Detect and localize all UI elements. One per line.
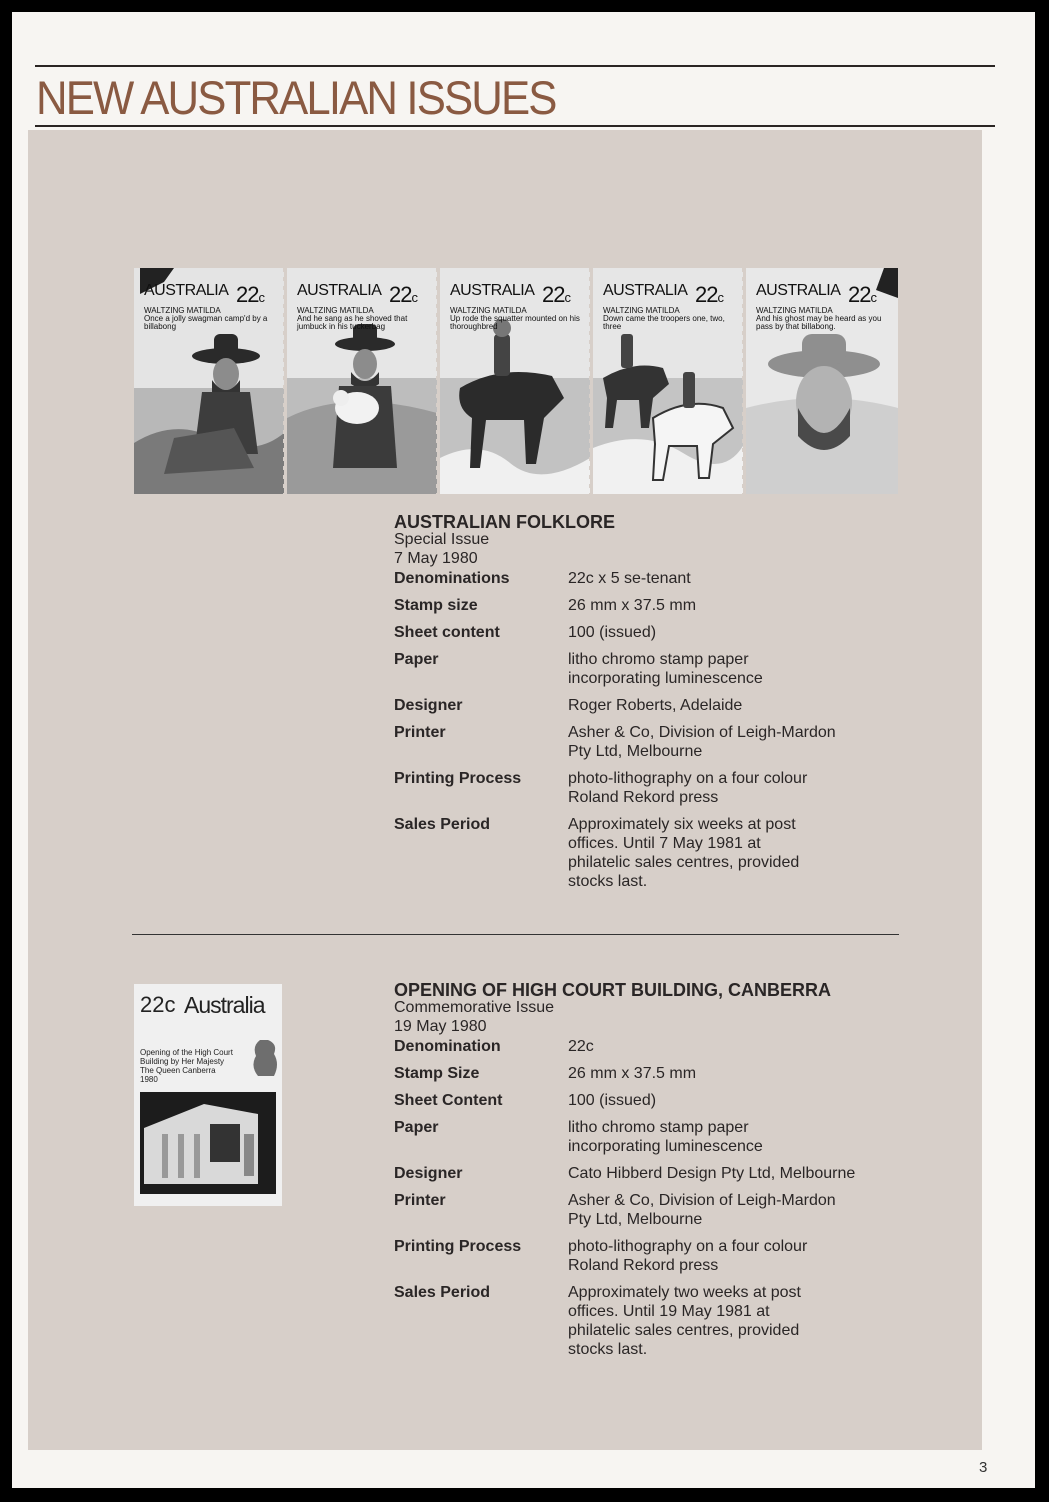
stamp-caption: Down came the troopers one, two, three (603, 314, 725, 331)
highcourt-stamp (134, 984, 282, 1206)
stamp-caption-title: WALTZING MATILDA (603, 306, 680, 315)
stamp-perforation (436, 268, 440, 494)
stamp-country: Australia (184, 992, 265, 1018)
detail-label: Sales Period (394, 1284, 491, 1301)
detail-value: Asher & Co, Division of Leigh-Mardon Pty Ltd, Melbourne (568, 1192, 836, 1228)
detail-value: Roger Roberts, Adelaide (568, 697, 743, 714)
highcourt-issue-type: Commemorative Issue (394, 999, 555, 1016)
highcourt-date: 19 May 1980 (394, 1018, 487, 1035)
stamp-perforation (589, 268, 593, 494)
folklore-stamp-4 (593, 268, 743, 494)
stamp-value: 22c (848, 282, 876, 307)
header-rule-bottom (35, 125, 995, 127)
detail-value: 22c x 5 se-tenant (568, 570, 691, 587)
detail-label: Sales Period (394, 816, 491, 833)
folklore-stamp-1 (134, 268, 284, 494)
detail-value: Asher & Co, Division of Leigh-Mardon Pty Ltd, Melbourne (568, 724, 836, 760)
stamp-value: 22c (236, 282, 264, 307)
stamp-country: AUSTRALIA (756, 282, 841, 299)
stamp-caption: Up rode the squatter mounted on his thoroughbred (450, 314, 580, 331)
detail-label: Printer (394, 1192, 446, 1209)
detail-label: Denominations (394, 570, 510, 587)
stamp-caption-title: WALTZING MATILDA (450, 306, 527, 315)
stamp-value: 22c (140, 992, 176, 1017)
section-divider (132, 934, 899, 935)
detail-label: Stamp size (394, 597, 478, 614)
page-title: NEW AUSTRALIAN ISSUES (36, 71, 556, 124)
stamp-caption-title: WALTZING MATILDA (144, 306, 221, 315)
detail-label: Sheet Content (394, 1092, 503, 1109)
stamp-value: 22c (542, 282, 570, 307)
folklore-title: AUSTRALIAN FOLKLORE (394, 512, 615, 532)
detail-label: Designer (394, 697, 463, 714)
stamp-caption: And he sang as he shoved that jumbuck in his tuckerbag (297, 314, 408, 331)
detail-label: Printing Process (394, 1238, 522, 1255)
detail-value: 26 mm x 37.5 mm (568, 597, 697, 614)
detail-value: 100 (issued) (568, 1092, 657, 1109)
detail-value: 100 (issued) (568, 624, 657, 641)
stamp-country: AUSTRALIA (603, 282, 688, 299)
stamp-caption-title: WALTZING MATILDA (297, 306, 374, 315)
stamp-country: AUSTRALIA (450, 282, 535, 299)
detail-label: Denomination (394, 1038, 501, 1055)
detail-value: Approximately six weeks at post offices. Until 7 May 1981 at philatelic sales centres, provided stocks last. (568, 816, 800, 890)
folklore-date: 7 May 1980 (394, 550, 478, 567)
folklore-stamp-2 (287, 268, 437, 494)
detail-value: photo-lithography on a four colour Roland Rekord press (568, 770, 808, 806)
detail-label: Paper (394, 651, 439, 668)
detail-label: Printing Process (394, 770, 522, 787)
detail-value: 22c (568, 1038, 594, 1055)
detail-label: Stamp Size (394, 1065, 480, 1082)
detail-label: Printer (394, 724, 446, 741)
folklore-stamp-3 (440, 268, 590, 494)
highcourt-title: OPENING OF HIGH COURT BUILDING, CANBERRA (394, 980, 832, 1000)
header-rule-top (35, 65, 995, 67)
detail-value: litho chromo stamp paper incorporating luminescence (568, 1119, 763, 1155)
stamp-country: AUSTRALIA (144, 282, 229, 299)
detail-value: Cato Hibberd Design Pty Ltd, Melbourne (568, 1165, 856, 1182)
detail-value: Approximately two weeks at post offices. Until 19 May 1981 at philatelic sales centres, provided stocks last. (568, 1284, 801, 1358)
detail-value: litho chromo stamp paper incorporating luminescence (568, 651, 763, 687)
stamp-value: 22c (695, 282, 723, 307)
detail-label: Sheet content (394, 624, 500, 641)
detail-label: Paper (394, 1119, 439, 1136)
folklore-stamp-strip (134, 268, 898, 494)
detail-label: Designer (394, 1165, 463, 1182)
stamp-perforation (742, 268, 746, 494)
detail-value: photo-lithography on a four colour Roland Rekord press (568, 1238, 808, 1274)
stamp-caption: Once a jolly swagman camp'd by a billabong (144, 314, 268, 331)
page-number: 3 (979, 1459, 988, 1476)
stamp-perforation (283, 268, 287, 494)
stamp-caption-title: WALTZING MATILDA (756, 306, 833, 315)
folklore-issue-type: Special Issue (394, 531, 490, 548)
stamp-value: 22c (389, 282, 417, 307)
stamp-country: AUSTRALIA (297, 282, 382, 299)
folklore-stamp-5 (746, 268, 898, 494)
stamp-caption: And his ghost may be heard as you pass by that billabong. (756, 314, 882, 331)
detail-value: 26 mm x 37.5 mm (568, 1065, 697, 1082)
stamp-caption: Opening of the High Court Building by Her Majesty The Queen Canberra 1980 (140, 1048, 233, 1084)
